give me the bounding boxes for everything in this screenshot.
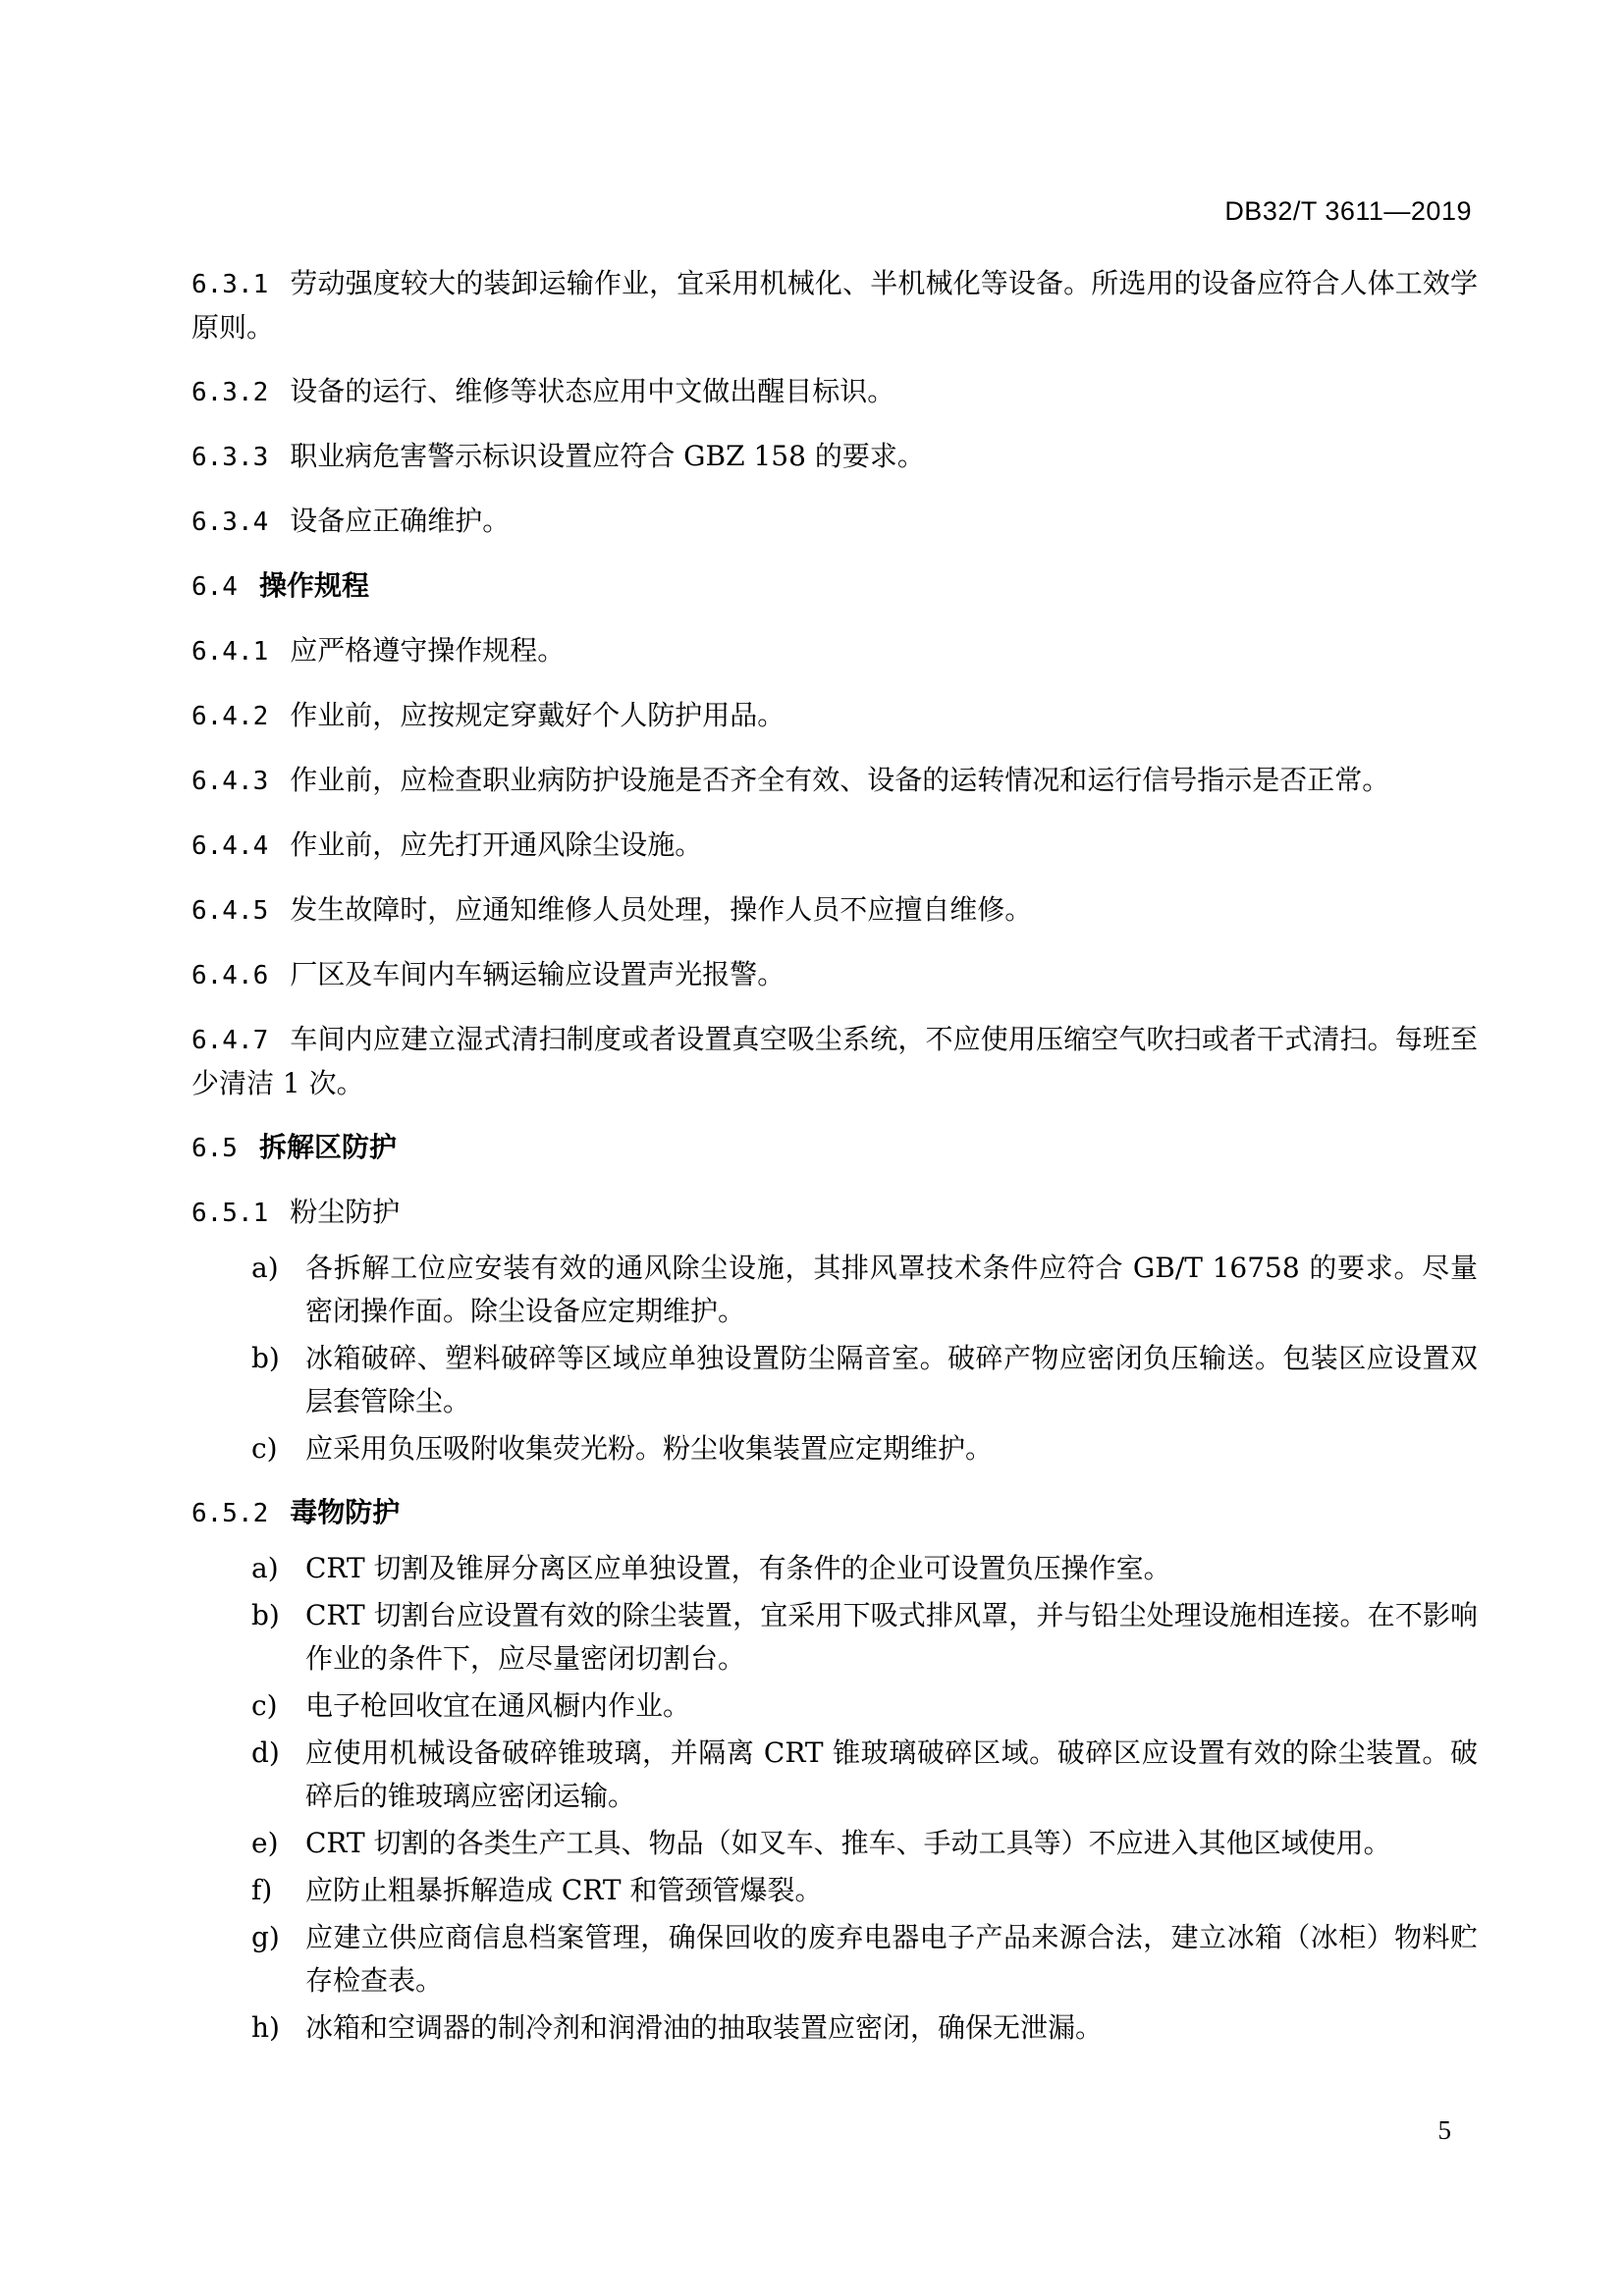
dust-protection-list [191,1247,1478,1470]
clause-text: 发生故障时，应通知维修人员处理，操作人员不应擅自维修。 [290,893,1033,926]
clause-text: 劳动强度较大的装卸运输作业，宜采用机械化、半机械化等设备。所选用的设备应符合人体工效学原则。 [191,267,1478,344]
clause-text: 厂区及车间内车辆运输应设置声光报警。 [290,958,785,990]
list-item [191,1247,1478,1333]
document-body [191,262,1478,2070]
clause-text: 职业病危害警示标识设置应符合 GBZ 158 的要求。 [290,440,925,472]
clause-6-3-1 [191,262,1478,349]
list-item-text: 电子枪回收宜在通风橱内作业。 [305,1689,691,1722]
list-marker: b) [251,1342,280,1374]
list-item [191,1684,1478,1728]
clause-number: 6.5.1 [191,1199,269,1228]
list-marker: h) [251,2011,280,2044]
clause-6-5-1 [191,1191,1478,1235]
clause-text: 设备的运行、维修等状态应用中文做出醒目标识。 [290,375,895,407]
clause-text: 作业前，应先打开通风除尘设施。 [290,828,703,861]
clause-text: 作业前，应按规定穿戴好个人防护用品。 [290,699,785,731]
clause-text: 设备应正确维护。 [290,505,511,537]
list-item [191,1916,1478,2002]
list-item-text: 冰箱和空调器的制冷剂和润滑油的抽取装置应密闭，确保无泄漏。 [305,2011,1104,2044]
list-item [191,1594,1478,1681]
list-item-text: 应建立供应商信息档案管理，确保回收的废弃电器电子产品来源合法，建立冰箱（冰柜）物料贮存检查表。 [305,1921,1478,1997]
list-item-text: CRT 切割及锥屏分离区应单独设置，有条件的企业可设置负压操作室。 [305,1552,1171,1584]
list-marker: b) [251,1599,280,1631]
clause-text: 粉尘防护 [290,1196,401,1228]
list-marker: c) [251,1432,278,1465]
list-marker: e) [251,1827,279,1859]
list-marker: d) [251,1736,280,1769]
list-marker: c) [251,1689,278,1722]
clause-6-4-4 [191,824,1478,868]
clause-number: 6.4.5 [191,896,269,926]
section-number: 6.4 [191,572,238,602]
list-item [191,1427,1478,1470]
clause-number: 6.4.6 [191,961,269,990]
list-marker: a) [251,1252,279,1284]
clause-number: 6.5.2 [191,1499,269,1528]
clause-6-5-2 [191,1491,1478,1535]
toxin-protection-list [191,1547,1478,2050]
section-6-5-heading [191,1126,1478,1170]
list-item [191,1547,1478,1590]
clause-6-4-3 [191,759,1478,803]
list-marker: f) [251,1874,273,1906]
list-marker: a) [251,1552,279,1584]
clause-number: 6.3.4 [191,507,269,537]
list-item [191,2006,1478,2050]
list-item [191,1732,1478,1818]
clause-6-4-7 [191,1018,1478,1105]
list-item-text: CRT 切割台应设置有效的除尘装置，宜采用下吸式排风罩，并与铅尘处理设施相连接。在不影响作业的条件下，应尽量密闭切割台。 [305,1599,1478,1675]
list-item-text: 应使用机械设备破碎锥玻璃，并隔离 CRT 锥玻璃破碎区域。破碎区应设置有效的除尘装置。破碎后的锥玻璃应密闭运输。 [305,1736,1478,1812]
clause-text: 应严格遵守操作规程。 [290,634,566,667]
clause-number: 6.3.1 [191,270,269,299]
clause-6-4-5 [191,888,1478,933]
section-title: 拆解区防护 [258,1131,397,1163]
clause-number: 6.4.2 [191,702,269,731]
list-item-text: 各拆解工位应安装有效的通风除尘设施，其排风罩技术条件应符合 GB/T 16758 的要求。尽量密闭操作面。除尘设备应定期维护。 [305,1252,1478,1327]
list-item [191,1869,1478,1912]
clause-number: 6.4.4 [191,831,269,861]
clause-number: 6.3.2 [191,378,269,407]
clause-title: 毒物防护 [290,1496,401,1528]
clause-number: 6.4.3 [191,767,269,796]
document-code: DB32/T 3611—2019 [1224,196,1472,226]
list-item [191,1822,1478,1865]
clause-6-3-3 [191,435,1478,479]
clause-6-4-2 [191,694,1478,738]
clause-number: 6.3.3 [191,443,269,472]
list-item-text: 应防止粗暴拆解造成 CRT 和管颈管爆裂。 [305,1874,823,1906]
list-item [191,1337,1478,1423]
list-item-text: 冰箱破碎、塑料破碎等区域应单独设置防尘隔音室。破碎产物应密闭负压输送。包装区应设置双层套管除尘。 [305,1342,1478,1417]
section-6-4-heading [191,564,1478,609]
clause-6-4-1 [191,629,1478,673]
list-item-text: 应采用负压吸附收集荧光粉。粉尘收集装置应定期维护。 [305,1432,994,1465]
clause-text: 车间内应建立湿式清扫制度或者设置真空吸尘系统，不应使用压缩空气吹扫或者干式清扫。每班至少清洁 1 次。 [191,1023,1478,1099]
clause-6-4-6 [191,953,1478,997]
clause-6-3-4 [191,500,1478,544]
clause-text: 作业前，应检查职业病防护设施是否齐全有效、设备的运转情况和运行信号指示是否正常。 [290,764,1390,796]
section-number: 6.5 [191,1134,238,1163]
clause-number: 6.4.1 [191,637,269,667]
section-title: 操作规程 [258,569,369,602]
clause-6-3-2 [191,370,1478,414]
page-number: 5 [1437,2115,1451,2145]
list-marker: g) [251,1921,280,1953]
list-item-text: CRT 切割的各类生产工具、物品（如叉车、推车、手动工具等）不应进入其他区域使用。 [305,1827,1391,1859]
clause-number: 6.4.7 [191,1026,269,1055]
